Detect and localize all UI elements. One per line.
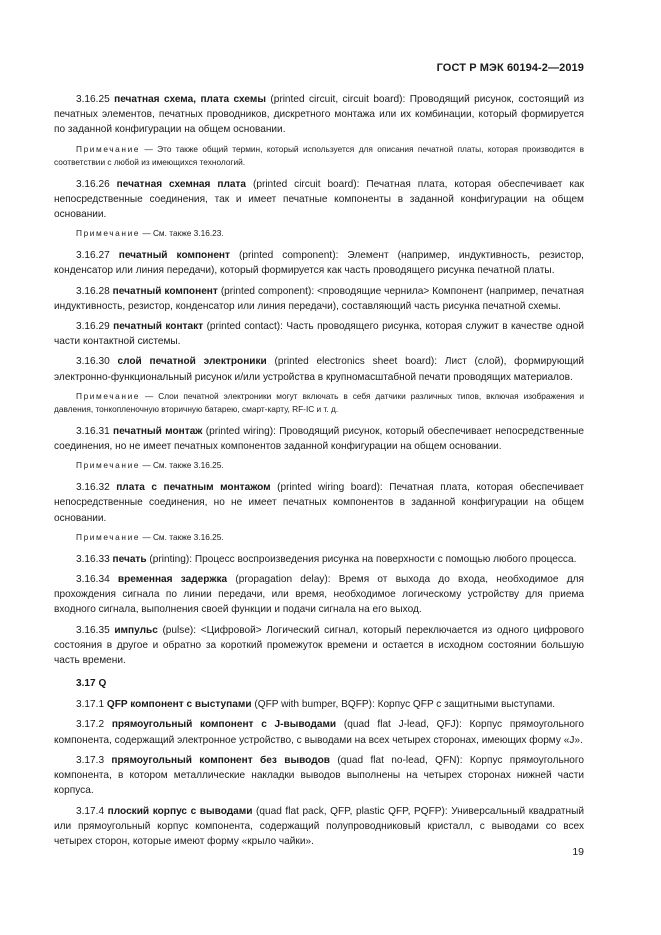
entry-term: импульс bbox=[114, 624, 158, 636]
definition-3-16-32 bbox=[54, 480, 584, 526]
entry-term: печатная схемная плата bbox=[116, 178, 247, 190]
entry-term: QFP компонент с выступами bbox=[106, 699, 252, 711]
note bbox=[54, 227, 584, 240]
note bbox=[54, 459, 584, 472]
note-label: Примечание bbox=[76, 390, 141, 401]
entry-term: слой печатной электроники bbox=[117, 356, 267, 368]
entry-term: плоский корпус с выводами bbox=[107, 805, 253, 817]
entry-text: (quad flat no-lead, QFN): Корпус прямоугольного компонента, в котором металлические накладки выводов выполнены на четырех сторонах нижней части корпуса. bbox=[54, 754, 584, 797]
entry-text: (printed component): Элемент (например, индуктивность, резистор, конденсатор или линия передачи), который формируется как часть проводящего рисунка печатной платы. bbox=[54, 250, 584, 277]
entry-number: 3.16.30 bbox=[76, 356, 110, 368]
entry-number: 3.16.34 bbox=[76, 574, 110, 586]
entry-term: печать bbox=[112, 553, 147, 565]
definition-3-16-26 bbox=[54, 177, 584, 223]
note-label: Примечание bbox=[76, 460, 141, 471]
entry-number: 3.16.32 bbox=[76, 482, 110, 494]
entry-text: (pulse): <Цифровой> Логический сигнал, который переключается из одного цифрового состояния в другое и обратно за короткий промежуток времени и остается в исходном состоянии большую часть времени. bbox=[54, 624, 584, 667]
entry-number: 3.17.2 bbox=[76, 719, 105, 731]
note bbox=[54, 531, 584, 544]
entry-text: (propagation delay): Время от выхода до входа, необходимое для прохождения сигнала по линии передачи, или время, необходимое логическому устройству для приема входного сигнала, выполнения своей функции и подачи сигнала на его выход. bbox=[54, 574, 584, 616]
entry-term: прямоугольный компонент без выводов bbox=[111, 754, 330, 766]
definition-3-16-25 bbox=[54, 92, 584, 138]
note-label: Примечание bbox=[76, 228, 141, 239]
entry-term: печатный монтаж bbox=[113, 425, 203, 437]
definition-3-16-30 bbox=[54, 354, 584, 384]
definition-3-17-4 bbox=[54, 804, 584, 850]
definition-3-17-1 bbox=[54, 697, 584, 712]
note bbox=[54, 143, 584, 169]
entry-text: (printed wiring): Проводящий рисунок, который обеспечивает непосредственные соединения, но не имеет печатных компонентов заданной конфигурации на общем основании. bbox=[54, 425, 584, 453]
note-label: Примечание bbox=[76, 143, 141, 154]
entry-number: 3.17.3 bbox=[76, 754, 105, 766]
entry-text: (printed circuit board): Печатная плата, которая обеспечивает как непосредственные соединения, так и имеет печатные компоненты в заданной конфигурации на общем основании. bbox=[54, 178, 584, 221]
entry-term: временная задержка bbox=[117, 574, 228, 586]
entry-number: 3.16.26 bbox=[76, 178, 110, 190]
definition-3-16-28 bbox=[54, 284, 584, 314]
entry-text: (quad flat J-lead, QFJ): Корпус прямоугольного компонента, содержащий электронное устройство, с выводами на всех четырех сторонах, имеющих форму «J». bbox=[54, 719, 584, 746]
definition-3-16-34 bbox=[54, 572, 584, 618]
entry-number: 3.16.33 bbox=[76, 553, 110, 565]
entry-text: (printed component): <проводящие чернила> Компонент (например, печатная индуктивность, резистор, конденсатор или линия передачи), составляющий часть рисунка печатной схемы. bbox=[54, 285, 584, 312]
entry-term: печатный контакт bbox=[113, 321, 204, 333]
definition-3-17-2 bbox=[54, 717, 584, 747]
entry-number: 3.16.35 bbox=[76, 624, 110, 636]
note-text: — См. также 3.16.23. bbox=[140, 228, 224, 239]
note-text: — Это также общий термин, который используется для описания печатной платы, которая производится в соответствии с любой из имеющихся технологий. bbox=[54, 143, 584, 167]
entry-number: 3.16.25 bbox=[76, 94, 110, 105]
definition-3-16-31 bbox=[54, 424, 584, 454]
entry-term: плата с печатным монтажом bbox=[116, 482, 271, 494]
note-text: — См. также 3.16.25. bbox=[140, 460, 224, 471]
entry-number: 3.16.27 bbox=[76, 250, 110, 262]
entry-term: печатная схема, плата схемы bbox=[114, 94, 266, 105]
note-text: — Слои печатной электроники могут включать в себя датчики различных типов, включая изображения и давления, тонкопленочную вторичную батарею, смарт-карту, RF-IC и т. д. bbox=[54, 390, 584, 414]
entry-text: (printing): Процесс воспроизведения рисунка на поверхности с помощью любого процесса. bbox=[146, 553, 577, 565]
note bbox=[54, 390, 584, 416]
entry-number: 3.16.28 bbox=[76, 285, 110, 297]
entry-term: прямоугольный компонент с J-выводами bbox=[111, 719, 337, 731]
entry-text: (printed electronics sheet board): Лист (слой), формирующий электронно-функциональный рисунок и/или устройства в крупномасштабной печати проводящих материалов. bbox=[54, 356, 584, 383]
entry-number: 3.17.1 bbox=[76, 699, 105, 711]
definition-3-17-3 bbox=[54, 753, 584, 799]
document-header: ГОСТ Р МЭК 60194-2—2019 bbox=[436, 62, 584, 74]
document-body bbox=[54, 92, 584, 854]
entry-term: печатный компонент bbox=[112, 285, 218, 297]
definition-3-16-35 bbox=[54, 623, 584, 669]
entry-term: печатный компонент bbox=[118, 250, 230, 262]
entry-text: (quad flat pack, QFP, plastic QFP, PQFP): Универсальный квадратный или прямоугольный корпус компонента, содержащий полупроводниковый кристалл, с выводами со всех четырех сторон, которые имеют форму «крыло чайки». bbox=[54, 805, 584, 847]
entry-text: (printed contact): Часть проводящего рисунка, которая служит в качестве одной части контактной системы. bbox=[54, 321, 585, 348]
page-number: 19 bbox=[572, 846, 584, 858]
note-text: — См. также 3.16.25. bbox=[140, 531, 224, 542]
entry-text: (QFP with bumper, BQFP): Корпус QFP с защитными выступами. bbox=[251, 699, 556, 711]
definition-3-16-29 bbox=[54, 319, 584, 349]
entry-number: 3.17.4 bbox=[76, 805, 105, 817]
definition-3-16-33 bbox=[54, 552, 584, 567]
entry-text: (printed circuit, circuit board): Проводящий рисунок, состоящий из печатных элементов, печатных проводников, дискретного монтажа или их комбинации, который формируется по заданной конфигурации на общем основании. bbox=[54, 94, 584, 136]
entry-number: 3.16.31 bbox=[76, 425, 110, 437]
entry-text: (printed wiring board): Печатная плата, которая обеспечивает непосредственные соединения, но не имеет печатных компонентов в заданной конфигурации на общем основании. bbox=[54, 482, 584, 524]
note-label: Примечание bbox=[76, 531, 141, 542]
definition-3-16-27 bbox=[54, 248, 584, 278]
entry-number: 3.16.29 bbox=[76, 321, 110, 333]
section-heading: 3.17 Q bbox=[76, 678, 107, 690]
